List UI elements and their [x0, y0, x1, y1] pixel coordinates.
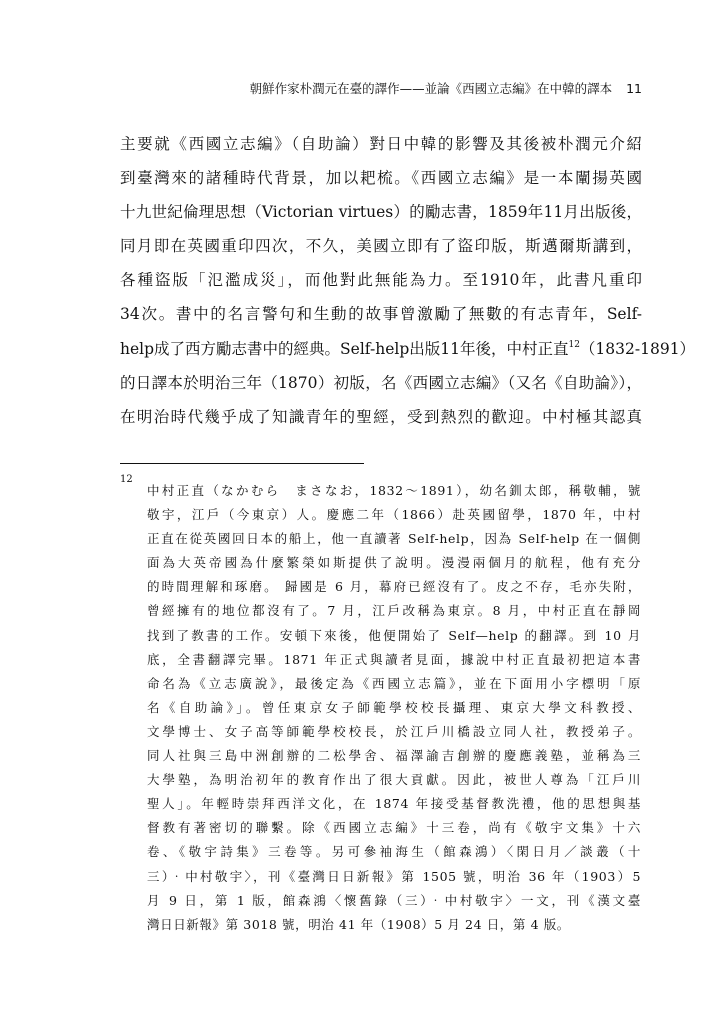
body-line: 34次。書中的名言警句和生動的故事曾激勵了無數的有志青年，Self- [120, 305, 642, 324]
body-text [120, 127, 696, 434]
footnote-line: 卷、《敬宇詩集》三卷等。另可參袖海生（館森鴻）〈閑日月／談叢（十 [147, 844, 641, 860]
footnote-line: 的時間理解和琢磨。 歸國是 6 月，幕府已經沒有了。皮之不存，毛亦失附， [147, 579, 641, 595]
running-header [120, 80, 642, 98]
footnote-line: 三）‧中村敬宇〉，刊《臺灣日日新報》第 1505 號，明治 36 年（1903）5 [147, 868, 641, 884]
body-line: 主要就《西國立志編》（自助論）對日中韓的影響及其後被朴潤元介紹 [120, 135, 642, 153]
footnote-line: 面為大英帝國為什麼繁榮如斯提供了說明。漫漫兩個月的航程，他有充分 [147, 555, 641, 571]
body-line: 十九世紀倫理思想（Victorian virtues）的勵志書，1859年11月出版後， [120, 203, 642, 222]
footnote-number: 12 [120, 474, 133, 485]
footnote-text [147, 479, 641, 937]
page-number: 11 [626, 81, 642, 96]
footnote-line: 督教有著密切的聯繫。除《西國立志編》十三卷，尚有《敬宇文集》十六 [147, 820, 641, 836]
footnote-line: 月 9 日，第 1 版，館森鴻〈懷舊錄（三）‧中村敬宇〉一文，刊《漢文臺 [147, 892, 641, 908]
footnote-line: 找到了教書的工作。安頓下來後，他便開始了 Self—help 的翻譯。到 10 月 [147, 627, 641, 643]
footnote-line: 聖人」。年輕時崇拜西洋文化，在 1874 年接受基督教洗禮，他的思想與基 [147, 796, 641, 812]
body-line-segment: （1832-1891） [579, 339, 696, 358]
footnote-line: 正直在從英國回日本的船上，他一直讀著 Self-help，因為 Self-help 在一個側 [147, 531, 641, 547]
body-line: 的日譯本於明治三年（1870）初版，名《西國立志編》（又名《自助論》）， [120, 373, 642, 392]
footnote-line: 敬宇，江戶（今東京）人。慶應二年（1866）赴英國留學，1870 年，中村 [147, 507, 641, 523]
footnote-line: 命名為《立志廣說》，最後定為《西國立志篇》，並在下面用小字標明「原 [147, 675, 641, 691]
footnote-line: 中村正直（なかむら まさなお，1832～1891），幼名釧太郎，稱敬輔，號 [147, 483, 641, 498]
body-line: 在明治時代幾乎成了知識青年的聖經，受到熱烈的歡迎。中村極其認真 [120, 407, 642, 426]
footnote-line: 同人社與三島中洲創辦的二松學舍、福澤諭吉創辦的慶應義塾，並稱為三 [147, 748, 641, 764]
footnote-line: 底，全書翻譯完畢。1871 年正式與讀者見面，據說中村正直最初把這本書 [147, 651, 641, 667]
footnote-line: 名《自助論》」。曾任東京女子師範學校校長攝理、東京大學文科教授、 [147, 699, 641, 715]
footnote-reference: 12 [568, 339, 580, 350]
body-line-segment: help成了西方勵志書中的經典。Self-help出版11年後，中村正直 [120, 339, 569, 358]
footnote-line: 大學塾，為明治初年的教育作出了很大貢獻。因此，被世人尊為「江戶川 [147, 772, 641, 788]
footnote-line: 文學博士、女子高等師範學校校長，於江戶川橋設立同人社，教授弟子。 [147, 723, 641, 739]
body-line: 各種盜版「氾濫成災」，而他對此無能為力。至1910年，此書凡重印 [120, 271, 642, 290]
footnote-divider [120, 463, 364, 464]
body-line-with-note [120, 332, 696, 366]
body-line: 同月即在英國重印四次，不久，美國立即有了盜印版，斯邁爾斯講到， [120, 237, 642, 256]
body-line: 到臺灣來的諸種時代背景，加以耙梳。《西國立志編》是一本闡揚英國 [120, 169, 642, 188]
footnote-line: 曾經擁有的地位都沒有了。7 月，江戶改稱為東京。8 月，中村正直在靜岡 [147, 603, 641, 619]
running-title: 朝鮮作家朴潤元在臺的譯作——並論《西國立志編》在中韓的譯本 [249, 81, 613, 96]
footnote-line: 灣日日新報》第 3018 號，明治 41 年（1908）5 月 24 日，第 4 版。 [147, 916, 570, 932]
